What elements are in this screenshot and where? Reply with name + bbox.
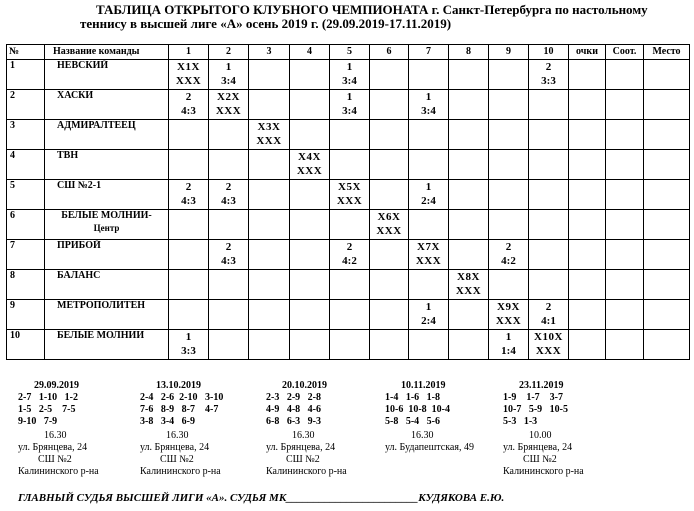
- result-points: X5X: [338, 181, 361, 193]
- result-cell: [169, 120, 209, 150]
- result-cell: [370, 60, 409, 90]
- result-cell: [330, 120, 370, 150]
- schedule-pairings: 9-10 7-9: [18, 416, 58, 427]
- cell-points: [569, 120, 606, 150]
- result-score: XXX: [336, 195, 363, 207]
- team-name: ТВН: [45, 150, 169, 180]
- table-header-row: [7, 45, 690, 60]
- result-cell: [249, 150, 290, 180]
- team-name-line-1: БЕЛЫЕ МОЛНИИ-: [61, 210, 152, 221]
- header-no: №: [7, 45, 45, 60]
- result-cell: [489, 120, 529, 150]
- cell-place: [644, 150, 690, 180]
- cell-place: [644, 60, 690, 90]
- cell-place: [644, 90, 690, 120]
- result-points: 2: [545, 301, 552, 313]
- result-cell: [489, 240, 529, 270]
- header-col-8: 8: [449, 45, 489, 60]
- schedule-venue: Калининского р-на: [140, 466, 221, 477]
- result-score: XXX: [256, 135, 282, 147]
- result-points: 1: [505, 331, 512, 343]
- result-cell: [330, 240, 370, 270]
- result-cell: [370, 270, 409, 300]
- schedule-pairings: 1-9 1-7 3-7: [503, 392, 563, 403]
- cell-points: [569, 150, 606, 180]
- cell-ratio: [606, 240, 644, 270]
- result-cell: [330, 300, 370, 330]
- result-points: 1: [425, 91, 432, 103]
- result-score: XXX: [215, 105, 242, 117]
- title-line-2: теннису в высшей лиге «А» осень 2019 г. (29.09.2019-17.11.2019): [80, 16, 452, 31]
- result-cell: [449, 330, 489, 360]
- header-col-4: 4: [290, 45, 330, 60]
- result-cell: [169, 300, 209, 330]
- result-cell: [370, 120, 409, 150]
- result-points: X8X: [457, 271, 480, 283]
- result-points: 2: [225, 241, 232, 253]
- result-cell: [529, 270, 569, 300]
- header-col-5: 5: [330, 45, 370, 60]
- result-cell: [249, 240, 290, 270]
- result-cell: [409, 300, 449, 330]
- result-score: 1:4: [501, 345, 516, 357]
- team-name: ПРИБОЙ: [45, 240, 169, 270]
- result-cell: [209, 60, 249, 90]
- result-cell: [169, 180, 209, 210]
- result-cell: [249, 90, 290, 120]
- result-score: 4:2: [342, 255, 357, 267]
- schedule-pairings: 10-7 5-9 10-5: [503, 404, 568, 415]
- result-cell: [489, 60, 529, 90]
- cell-ratio: [606, 60, 644, 90]
- table-row: [7, 210, 690, 240]
- team-number: 7: [7, 240, 45, 270]
- cell-points: [569, 90, 606, 120]
- result-cell: [449, 300, 489, 330]
- result-score: XXX: [175, 75, 202, 87]
- diagonal-cell: [169, 60, 209, 90]
- title-line-1: ТАБЛИЦА ОТКРЫТОГО КЛУБНОГО ЧЕМПИОНАТА г. Санкт-Петербурга по настольному: [96, 2, 648, 17]
- schedule-venue: СШ №2: [38, 454, 72, 465]
- schedule-time: 16.30: [44, 430, 67, 441]
- diagonal-cell: [330, 180, 370, 210]
- result-cell: [290, 270, 330, 300]
- result-cell: [249, 210, 290, 240]
- result-cell: [249, 300, 290, 330]
- result-cell: [330, 210, 370, 240]
- result-cell: [529, 120, 569, 150]
- result-cell: [409, 270, 449, 300]
- schedule-date: 10.11.2019: [401, 380, 446, 391]
- result-cell: [209, 210, 249, 240]
- cell-points: [569, 60, 606, 90]
- result-cell: [209, 330, 249, 360]
- result-cell: [290, 60, 330, 90]
- schedule-venue: Калининского р-на: [18, 466, 99, 477]
- result-score: 4:1: [541, 315, 556, 327]
- result-cell: [290, 120, 330, 150]
- result-cell: [169, 270, 209, 300]
- schedule-time: 16.30: [166, 430, 189, 441]
- result-score: XXX: [296, 165, 323, 177]
- result-cell: [290, 210, 330, 240]
- header-place: Место: [644, 45, 690, 60]
- header-points: очки: [569, 45, 606, 60]
- diagonal-cell: [290, 150, 330, 180]
- result-cell: [249, 330, 290, 360]
- diagonal-cell: [370, 210, 409, 240]
- result-cell: [449, 180, 489, 210]
- header-team-name: Название команды: [45, 45, 169, 60]
- result-cell: [290, 240, 330, 270]
- schedule-pairings: 4-9 4-8 4-6: [266, 404, 321, 415]
- result-cell: [449, 90, 489, 120]
- table-row: [7, 270, 690, 300]
- header-col-2: 2: [209, 45, 249, 60]
- result-points: 1: [185, 331, 192, 343]
- result-cell: [529, 150, 569, 180]
- result-cell: [449, 150, 489, 180]
- result-cell: [370, 240, 409, 270]
- result-score: 4:3: [181, 105, 196, 117]
- result-cell: [169, 240, 209, 270]
- result-score: 4:3: [221, 195, 236, 207]
- result-cell: [409, 150, 449, 180]
- result-cell: [489, 330, 529, 360]
- cell-ratio: [606, 210, 644, 240]
- result-cell: [370, 180, 409, 210]
- team-number: 5: [7, 180, 45, 210]
- diagonal-cell: [409, 240, 449, 270]
- table-row: [7, 150, 690, 180]
- schedule-time: 16.30: [292, 430, 315, 441]
- result-cell: [290, 90, 330, 120]
- schedule-date: 20.10.2019: [282, 380, 327, 391]
- diagonal-cell: [489, 300, 529, 330]
- result-cell: [249, 270, 290, 300]
- cell-ratio: [606, 330, 644, 360]
- schedule-pairings: 1-5 2-5 7-5: [18, 404, 76, 415]
- result-score: 4:3: [181, 195, 196, 207]
- result-cell: [330, 330, 370, 360]
- result-cell: [209, 240, 249, 270]
- result-cell: [489, 90, 529, 120]
- result-score: 4:2: [501, 255, 516, 267]
- schedule-venue: ул. Брянцева, 24: [18, 442, 88, 453]
- result-cell: [489, 270, 529, 300]
- cell-place: [644, 210, 690, 240]
- result-cell: [529, 60, 569, 90]
- team-number: 8: [7, 270, 45, 300]
- result-points: 2: [505, 241, 512, 253]
- schedule-pairings: 6-8 6-3 9-3: [266, 416, 321, 427]
- result-cell: [330, 60, 370, 90]
- result-cell: [529, 90, 569, 120]
- result-cell: [449, 240, 489, 270]
- cell-points: [569, 300, 606, 330]
- chief-judge-line: ГЛАВНЫЙ СУДЬЯ ВЫСШЕЙ ЛИГИ «А». СУДЬЯ МК________________________КУДЯКОВА Е.Ю.: [18, 492, 505, 504]
- result-cell: [290, 180, 330, 210]
- cell-points: [569, 180, 606, 210]
- cell-place: [644, 180, 690, 210]
- cell-ratio: [606, 90, 644, 120]
- team-number: 10: [7, 330, 45, 360]
- result-points: X6X: [377, 211, 401, 223]
- result-cell: [209, 120, 249, 150]
- result-cell: [409, 180, 449, 210]
- result-cell: [209, 180, 249, 210]
- result-points: X2X: [217, 91, 240, 103]
- schedule-date: 13.10.2019: [156, 380, 201, 391]
- diagonal-cell: [449, 270, 489, 300]
- result-cell: [529, 180, 569, 210]
- result-cell: [409, 330, 449, 360]
- cell-place: [644, 120, 690, 150]
- schedule-pairings: 1-4 1-6 1-8: [385, 392, 440, 403]
- result-points: 2: [346, 241, 353, 253]
- table-row: [7, 90, 690, 120]
- team-name: ХАСКИ: [45, 90, 169, 120]
- cell-place: [644, 240, 690, 270]
- cell-ratio: [606, 150, 644, 180]
- result-points: X7X: [417, 241, 440, 253]
- result-points: 1: [346, 91, 353, 103]
- team-number: 6: [7, 210, 45, 240]
- result-cell: [169, 210, 209, 240]
- result-cell: [370, 150, 409, 180]
- header-col-9: 9: [489, 45, 529, 60]
- cell-points: [569, 270, 606, 300]
- header-col-3: 3: [249, 45, 290, 60]
- cell-ratio: [606, 270, 644, 300]
- result-score: 3:4: [221, 75, 236, 87]
- team-name-line-2: Центр: [93, 223, 120, 233]
- schedule-pairings: 10-6 10-8 10-4: [385, 404, 450, 415]
- team-name: [45, 210, 169, 240]
- result-points: 2: [185, 181, 192, 193]
- result-points: X9X: [497, 301, 520, 313]
- schedule-pairings: 5-8 5-4 5-6: [385, 416, 440, 427]
- result-cell: [169, 90, 209, 120]
- cell-points: [569, 330, 606, 360]
- cell-place: [644, 330, 690, 360]
- header-col-6: 6: [370, 45, 409, 60]
- table-row: [7, 120, 690, 150]
- schedule-pairings: 7-6 8-9 8-7 4-7: [140, 404, 219, 415]
- result-cell: [529, 300, 569, 330]
- schedule-date: 29.09.2019: [34, 380, 79, 391]
- result-cell: [409, 120, 449, 150]
- header-col-10: 10: [529, 45, 569, 60]
- result-score: 2:4: [421, 315, 436, 327]
- cell-ratio: [606, 180, 644, 210]
- result-cell: [449, 120, 489, 150]
- result-cell: [330, 270, 370, 300]
- result-points: 2: [545, 61, 552, 73]
- schedule-pairings: 5-3 1-3: [503, 416, 538, 427]
- result-score: 3:3: [541, 75, 556, 87]
- schedule-venue: СШ №2: [523, 454, 557, 465]
- team-number: 1: [7, 60, 45, 90]
- team-name: СШ №2-1: [45, 180, 169, 210]
- result-score: 4:3: [221, 255, 236, 267]
- result-cell: [249, 180, 290, 210]
- header-ratio: Соот.: [606, 45, 644, 60]
- result-points: 1: [225, 61, 232, 73]
- team-number: 2: [7, 90, 45, 120]
- result-cell: [489, 210, 529, 240]
- cell-ratio: [606, 120, 644, 150]
- diagonal-cell: [249, 120, 290, 150]
- result-cell: [449, 210, 489, 240]
- result-cell: [529, 210, 569, 240]
- result-cell: [489, 150, 529, 180]
- team-name: МЕТРОПОЛИТЕН: [45, 300, 169, 330]
- cell-points: [569, 210, 606, 240]
- schedule-venue: ул. Брянцева, 24: [503, 442, 573, 453]
- result-cell: [370, 300, 409, 330]
- result-score: XXX: [535, 345, 562, 357]
- table-row: [7, 180, 690, 210]
- result-cell: [209, 270, 249, 300]
- result-score: 3:4: [342, 105, 357, 117]
- schedule-pairings: 2-4 2-6 2-10 3-10: [140, 392, 224, 403]
- schedule-date: 23.11.2019: [519, 380, 564, 391]
- cell-place: [644, 300, 690, 330]
- standings-table: [6, 44, 690, 360]
- team-number: 4: [7, 150, 45, 180]
- team-number: 3: [7, 120, 45, 150]
- result-points: 1: [425, 181, 432, 193]
- schedule-pairings: 3-8 3-4 6-9: [140, 416, 195, 427]
- header-col-1: 1: [169, 45, 209, 60]
- result-score: XXX: [495, 315, 522, 327]
- cell-ratio: [606, 300, 644, 330]
- result-points: X3X: [257, 121, 281, 133]
- schedule-pairings: 2-7 1-10 1-2: [18, 392, 78, 403]
- schedule-venue: Калининского р-на: [503, 466, 584, 477]
- result-score: 3:4: [342, 75, 357, 87]
- result-score: XXX: [415, 255, 442, 267]
- result-points: 2: [185, 91, 192, 103]
- team-name: БАЛАНС: [45, 270, 169, 300]
- result-cell: [409, 90, 449, 120]
- result-cell: [370, 330, 409, 360]
- schedule-venue: СШ №2: [160, 454, 194, 465]
- result-cell: [169, 330, 209, 360]
- result-cell: [409, 210, 449, 240]
- result-score: 3:4: [421, 105, 436, 117]
- cell-points: [569, 240, 606, 270]
- result-points: 1: [425, 301, 432, 313]
- schedule-venue: ул. Брянцева, 24: [140, 442, 210, 453]
- cell-place: [644, 270, 690, 300]
- schedule-venue: СШ №2: [286, 454, 320, 465]
- result-cell: [209, 150, 249, 180]
- schedule-venue: ул. Брянцева, 24: [266, 442, 336, 453]
- team-name: НЕВСКИЙ: [45, 60, 169, 90]
- diagonal-cell: [209, 90, 249, 120]
- result-cell: [370, 90, 409, 120]
- table-row: [7, 60, 690, 90]
- team-name: АДМИРАЛТЕЕЦ: [45, 120, 169, 150]
- table-row: [7, 330, 690, 360]
- result-cell: [290, 300, 330, 330]
- header-col-7: 7: [409, 45, 449, 60]
- result-points: X10X: [534, 331, 563, 343]
- result-cell: [169, 150, 209, 180]
- result-cell: [209, 300, 249, 330]
- result-score: 3:3: [181, 345, 196, 357]
- result-cell: [409, 60, 449, 90]
- table-row: [7, 300, 690, 330]
- result-points: X1X: [177, 61, 200, 73]
- diagonal-cell: [529, 330, 569, 360]
- result-points: 2: [225, 181, 232, 193]
- result-cell: [489, 180, 529, 210]
- result-cell: [529, 240, 569, 270]
- result-score: XXX: [455, 285, 482, 297]
- result-cell: [449, 60, 489, 90]
- result-cell: [330, 150, 370, 180]
- schedule-time: 10.00: [529, 430, 552, 441]
- result-score: 2:4: [421, 195, 436, 207]
- schedule-time: 16.30: [411, 430, 434, 441]
- result-cell: [330, 90, 370, 120]
- result-cell: [249, 60, 290, 90]
- team-name: БЕЛЫЕ МОЛНИИ: [45, 330, 169, 360]
- result-cell: [290, 330, 330, 360]
- result-points: 1: [346, 61, 353, 73]
- result-score: XXX: [376, 225, 402, 237]
- team-number: 9: [7, 300, 45, 330]
- schedule-pairings: 2-3 2-9 2-8: [266, 392, 321, 403]
- schedule-venue: ул. Будапештская, 49: [385, 442, 474, 453]
- table-row: [7, 240, 690, 270]
- result-points: X4X: [298, 151, 321, 163]
- schedule-venue: Калининского р-на: [266, 466, 347, 477]
